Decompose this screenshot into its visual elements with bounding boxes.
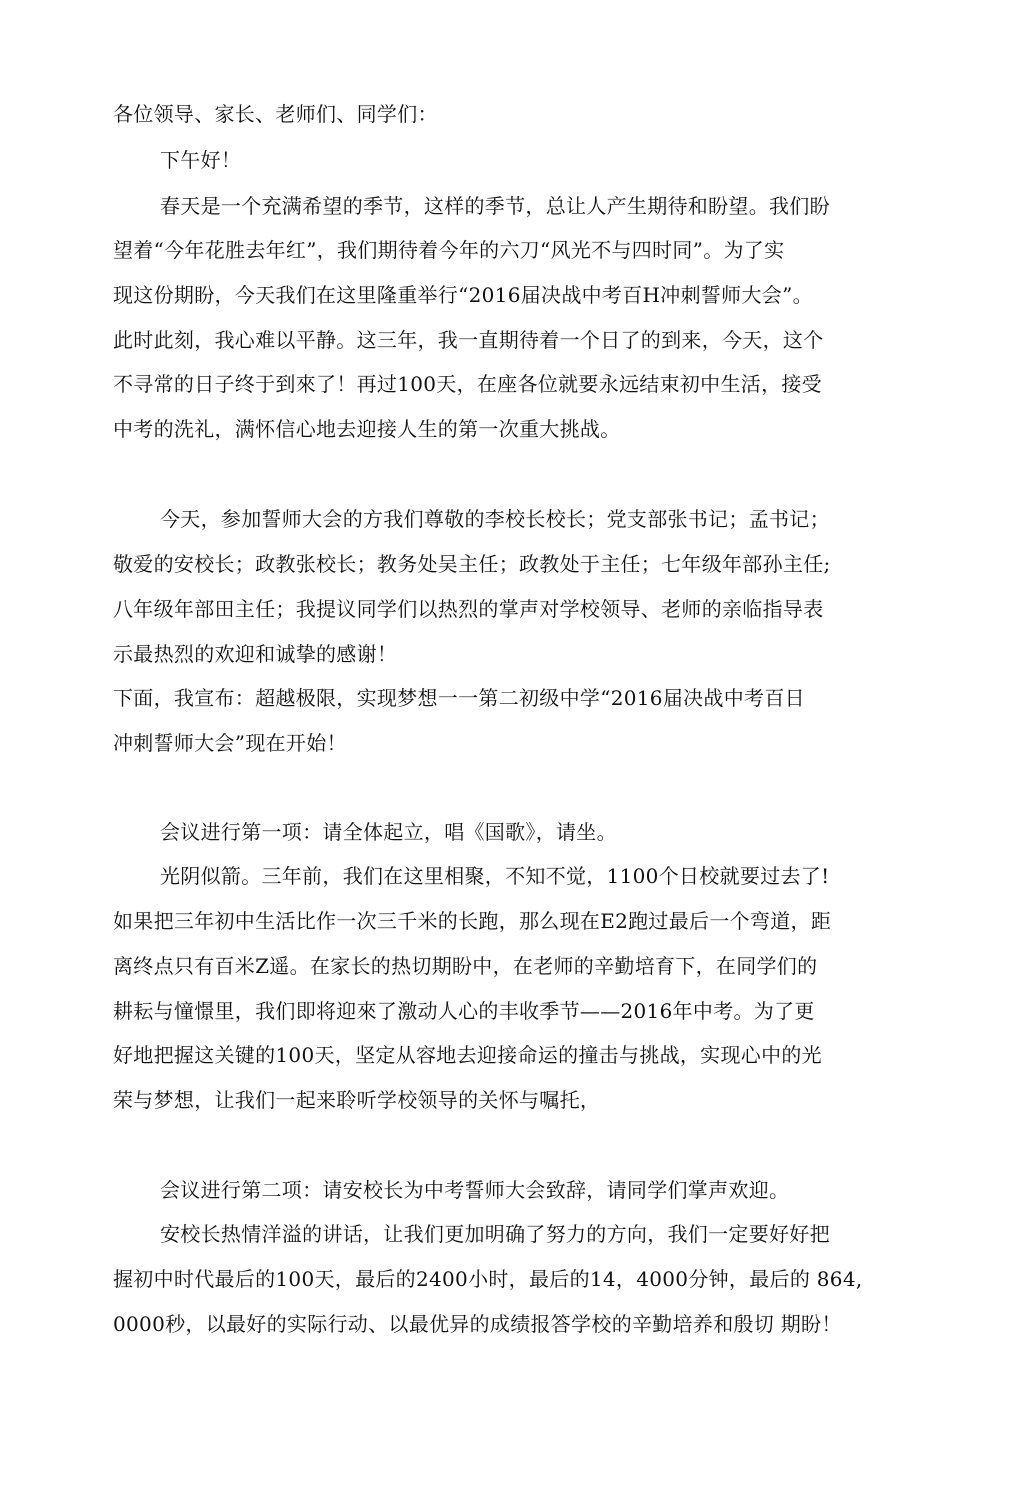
paragraph-line: 八年级年部田主任；我提议同学们以热烈的掌声对学校领导、老师的亲临指导表 xyxy=(113,597,824,621)
paragraph-line: 望着“今年花胜去年红”，我们期待着今年的六刀“风光不与四时同”。为了实 xyxy=(113,238,785,262)
agenda-item-1: 会议进行第一项：请全体起立，唱《国歌》，请坐。 xyxy=(160,820,617,844)
paragraph-line: 敬爱的安校长；政教张校长；教务处吴主任；政教处于主任；七年级年部孙主任; xyxy=(113,552,831,576)
paragraph-line: 离终点只有百米Z遥。在家长的热切期盼中，在老师的辛勤培育下，在同学们的 xyxy=(113,954,818,978)
paragraph-line: 如果把三年初中生活比作一次三千米的长跑，那么现在E2跑过最后一个弯道，距 xyxy=(113,909,832,933)
paragraph-line: 冲刺誓师大会”现在开始！ xyxy=(113,731,347,755)
paragraph-line: 中考的洗礼，满怀信心地去迎接人生的第一次重大挑战。 xyxy=(113,417,621,441)
paragraph-line: 此时此刻，我心难以平静。这三年，我一直期待着一个日了的到来，今天，这个 xyxy=(113,328,824,352)
paragraph-line: 光阴似箭。三年前，我们在这里相聚，不知不觉，1100个日校就要过去了! xyxy=(160,864,830,888)
paragraph-line: 下面，我宣布：超越极限，实现梦想一一第二初级中学“2016届决战中考百日 xyxy=(113,686,805,710)
paragraph-line: 不寻常的日子终于到來了！再过100天，在座各位就要永远结束初中生活，接受 xyxy=(113,372,822,396)
agenda-item-2: 会议进行第二项：请安校长为中考誓师大会致辞，请同学们掌声欢迎。 xyxy=(160,1178,790,1202)
paragraph-line: 握初中时代最后的100天，最后的2400小时，最后的14，4000分钟，最后的 864, xyxy=(113,1267,863,1291)
paragraph-line: 今天，参加誓师大会的方我们尊敬的李校长校长；党支部张书记；孟书记； xyxy=(160,507,830,531)
paragraph-line: 安校长热情洋溢的讲话，让我们更加明确了努力的方向，我们一定要好好把 xyxy=(160,1222,830,1246)
paragraph-line: 春天是一个充满希望的季节，这样的季节，总让人产生期待和盼望。我们盼 xyxy=(160,194,830,218)
paragraph-line: 示最热烈的欢迎和诚挚的感谢！ xyxy=(113,642,398,666)
paragraph-line: 现这份期盼，今天我们在这里隆重举行“2016届决战中考百H冲刺誓师大会”。 xyxy=(113,283,813,307)
paragraph-line: 0000秒，以最好的实际行动、以最优异的成绩报答学校的辛勤培养和殷切 期盼！ xyxy=(113,1312,842,1336)
paragraph-line: 荣与梦想，让我们一起来聆听学校领导的关怀与嘱托， xyxy=(113,1088,601,1112)
paragraph-line: 好地把握这关键的100天，坚定从容地去迎接命运的撞击与挑战，实现心中的光 xyxy=(113,1043,822,1067)
paragraph-line: 耕耘与憧憬里，我们即将迎來了激动人心的丰收季节——2016年中考。为了更 xyxy=(113,999,815,1023)
salutation: 各位领导、家长、老师们、同学们： xyxy=(113,102,438,126)
greeting: 下午好！ xyxy=(160,148,242,172)
